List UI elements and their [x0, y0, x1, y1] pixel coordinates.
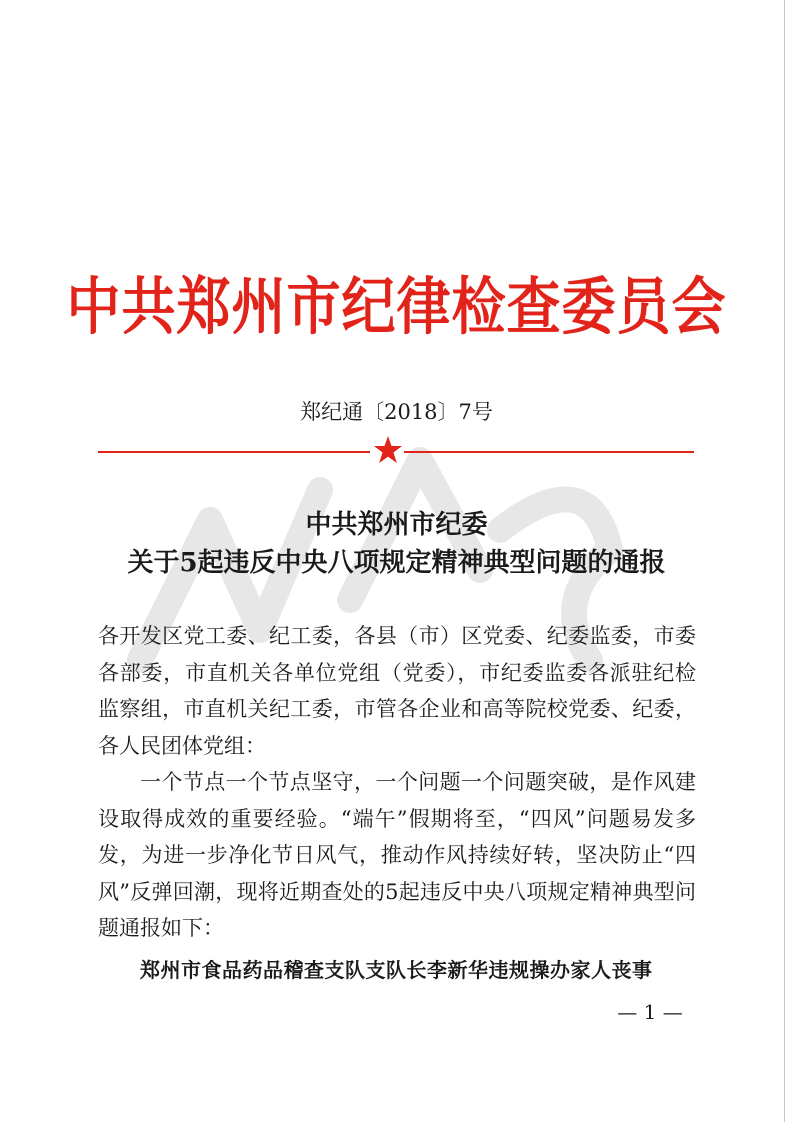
- section-heading: 郑州市食品药品稽查支队支队长李新华违规操办家人丧事: [140, 958, 653, 982]
- document-title-line-2: 关于5起违反中央八项规定精神典型问题的通报: [127, 548, 666, 578]
- red-separator-right: [404, 451, 694, 453]
- page-number: — 1 —: [617, 1000, 683, 1024]
- document-title-line-1: 中共郑州市纪委: [305, 510, 488, 540]
- red-separator-left: [98, 451, 370, 453]
- issuing-organization-header: 中共郑州市纪律检查委员会: [66, 270, 727, 344]
- intro-paragraph: 一个节点一个节点坚守，一个问题一个问题突破，是作风建设取得成效的重要经验。“端午”假期将至，“四风”问题易发多发，为进一步净化节日风气，推动作风持续好转，坚决防止“四风”反弹回潮，现将近期查处的5起违反中央八项规定精神典型问题通报如下：: [98, 770, 696, 940]
- document-number: 郑纪通〔2018〕7号: [300, 400, 493, 424]
- addressee-paragraph: 各开发区党工委、纪工委，各县（市）区党委、纪委监委，市委各部委，市直机关各单位党组（党委），市纪委监委各派驻纪检监察组，市直机关纪工委，市管各企业和高等院校党委、纪委，各人民团体党组：: [98, 624, 696, 758]
- star-icon: [373, 435, 403, 465]
